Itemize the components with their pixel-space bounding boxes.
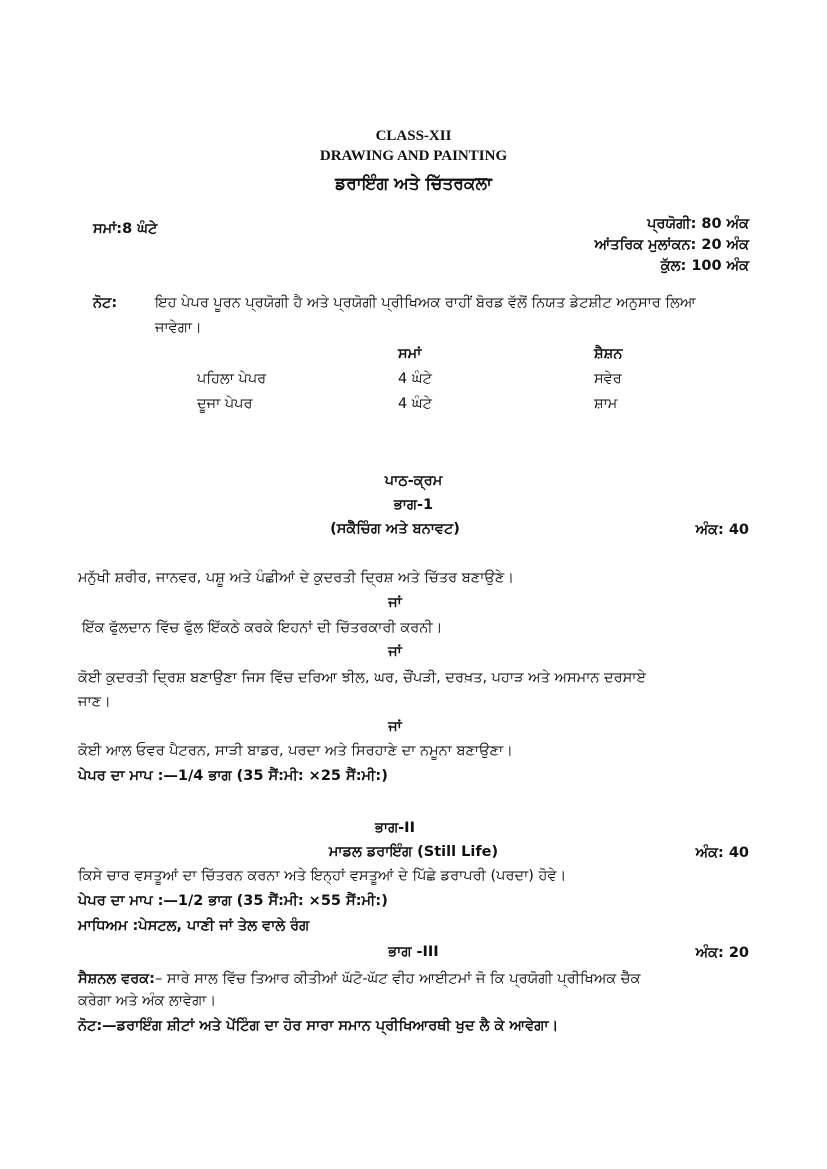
part-1-heading: ਭਾਗ-1	[393, 497, 434, 513]
schedule-session: ਸਵੇਰ	[594, 371, 622, 387]
note-line-1: ਇਹ ਪੇਪਰ ਪੂਰਨ ਪ੍ਰਯੋਗੀ ਹੈ ਅਤੇ ਪ੍ਰਯੋਗੀ ਪ੍ਰੀਖਿਅਕ ਰਾਹੀਂ ਬੋਰਡ ਵੱਲੋਂ ਨਿਯਤ ਡੇਟਸ਼ੀਟ ਅਨੁਸਾਰ ਲਿਆ	[155, 295, 696, 311]
note-line-2: ਜਾਵੇਗਾ।	[155, 320, 202, 336]
part-2-paper-size: ਪੇਪਰ ਦਾ ਮਾਪ :—1/2 ਭਾਗ (35 ਸੈਂ:ਮੀ: ×55 ਸੈਂ:ਮੀ:)	[78, 893, 388, 909]
part-2-description: ਕਿਸੇ ਚਾਰ ਵਸਤੂਆਂ ਦਾ ਚਿੱਤਰਨ ਕਰਨਾ ਅਤੇ ਇਨ੍ਹਾਂ ਵਸਤੂਆਂ ਦੇ ਪਿੱਛੇ ਡਰਾਪਰੀ (ਪਰਦਾ) ਹੋਵੇ।	[78, 868, 567, 884]
class-title: CLASS-XII	[375, 128, 452, 144]
syllabus-title: ਪਾਠ-ਕ੍ਰਮ	[384, 473, 443, 489]
part-1-option-2: ਇੱਕ ਫੁੱਲਦਾਨ ਵਿੱਚ ਫੁੱਲ ਇੱਕਠੇ ਕਰਕੇ ਇਹਨਾਂ ਦੀ ਚਿੱਤਰਕਾਰੀ ਕਰਨੀ।	[82, 620, 443, 636]
or-separator: ਜਾਂ	[388, 595, 402, 611]
schedule-paper: ਦੂਜਾ ਪੇਪਰ	[197, 396, 253, 412]
schedule-session: ਸ਼ਾਮ	[594, 396, 618, 412]
part-2-marks: ਅੰਕ: 40	[695, 845, 749, 861]
part-2-medium: ਮਾਧਿਅਮ :ਪੇਸਟਲ, ਪਾਣੀ ਜਾਂ ਤੇਲ ਵਾਲੇ ਰੰਗ	[78, 918, 310, 934]
practical-marks: ਪ੍ਰਯੋਗੀ: 80 ਅੰਕ	[647, 216, 749, 232]
schedule-header-session: ਸ਼ੈਸ਼ਨ	[594, 346, 623, 362]
part-3-marks: ਅੰਕ: 20	[695, 945, 749, 961]
part-3-heading: ਭਾਗ -III	[388, 944, 439, 960]
schedule-time: 4 ਘੰਟੇ	[398, 371, 432, 387]
subject-title-en: DRAWING AND PAINTING	[319, 148, 508, 164]
total-marks: ਕੁੱਲ: 100 ਅੰਕ	[660, 258, 749, 274]
internal-assessment-marks: ਆਂਤਰਿਕ ਮੁਲਾਂਕਨ: 20 ਅੰਕ	[594, 237, 749, 253]
part-1-option-4: ਕੋਈ ਆਲ ਓਵਰ ਪੈਟਰਨ, ਸਾੜੀ ਬਾਡਰ, ਪਰਦਾ ਅਤੇ ਸਿਰਹਾਣੇ ਦਾ ਨਮੂਨਾ ਬਣਾਉਣਾ।	[78, 743, 513, 759]
schedule-header-time: ਸਮਾਂ	[398, 346, 422, 362]
or-separator: ਜਾਂ	[388, 719, 402, 735]
subject-title-pa: ਡਰਾਇੰਗ ਅਤੇ ਚਿੱਤਰਕਲਾ	[335, 174, 492, 194]
part-1-subheading: (ਸਕੈੱਚਿੰਗ ਅਤੇ ਬਨਾਵਟ)	[330, 521, 460, 537]
part-2-heading: ਭਾਗ-II	[375, 820, 415, 836]
sessional-work-line-1	[78, 968, 640, 987]
part-1-paper-size: ਪੇਪਰ ਦਾ ਮਾਪ :—1/4 ਭਾਗ (35 ਸੈਂ:ਮੀ: ×25 ਸੈਂ:ਮੀ:)	[78, 768, 388, 784]
final-note: ਨੋਟ:—ਡਰਾਇੰਗ ਸ਼ੀਟਾਂ ਅਤੇ ਪੇਂਟਿੰਗ ਦਾ ਹੋਰ ਸਾਰਾ ਸਮਾਨ ਪ੍ਰੀਖਿਆਰਥੀ ਖੁਦ ਲੈ ਕੇ ਆਵੇਗਾ।	[78, 1018, 559, 1034]
schedule-paper: ਪਹਿਲਾ ਪੇਪਰ	[197, 371, 267, 387]
part-1-option-3-line-2: ਜਾਣ।	[78, 694, 111, 710]
or-separator: ਜਾਂ	[388, 644, 402, 660]
part-1-option-1: ਮਨੁੱਖੀ ਸ਼ਰੀਰ, ਜਾਨਵਰ, ਪਸ਼ੂ ਅਤੇ ਪੰਛੀਆਂ ਦੇ ਕੁਦਰਤੀ ਦ੍ਰਿਸ਼ ਅਤੇ ਚਿੱਤਰ ਬਣਾਉਣੇ।	[78, 570, 515, 586]
schedule-time: 4 ਘੰਟੇ	[398, 396, 432, 412]
sessional-work-label: ਸੈਸ਼ਨਲ ਵਰਕ:	[78, 971, 155, 987]
sessional-work-line-2: ਕਰੇਗਾ ਅਤੇ ਅੰਕ ਲਾਵੇਗਾ।	[78, 993, 217, 1009]
part-2-subheading: ਮਾਡਲ ਡਰਾਇੰਗ (Still Life)	[328, 844, 499, 860]
note-label: ਨੋਟ:	[93, 295, 118, 311]
part-1-option-3-line-1: ਕੋਈ ਕੁਦਰਤੀ ਦ੍ਰਿਸ਼ ਬਣਾਉਣਾ ਜਿਸ ਵਿੱਚ ਦਰਿਆ ਝੀਲ, ਘਰ, ਚੌਂਪੜੀ, ਦਰਖ਼ਤ, ਪਹਾੜ ਅਤੇ ਅਸਮਾਨ ਦਰਸਾਏ	[78, 670, 647, 686]
exam-time: ਸਮਾਂ:8 ਘੰਟੇ	[93, 221, 158, 237]
part-1-marks: ਅੰਕ: 40	[695, 522, 749, 538]
sessional-work-text: – ਸਾਰੇ ਸਾਲ ਵਿੱਚ ਤਿਆਰ ਕੀਤੀਆਂ ਘੱਟੋ-ਘੱਟ ਵੀਹ ਆਈਟਮਾਂ ਜੋ ਕਿ ਪ੍ਰਯੋਗੀ ਪ੍ਰੀਖਿਅਕ ਚੈੱਕ	[154, 971, 641, 987]
